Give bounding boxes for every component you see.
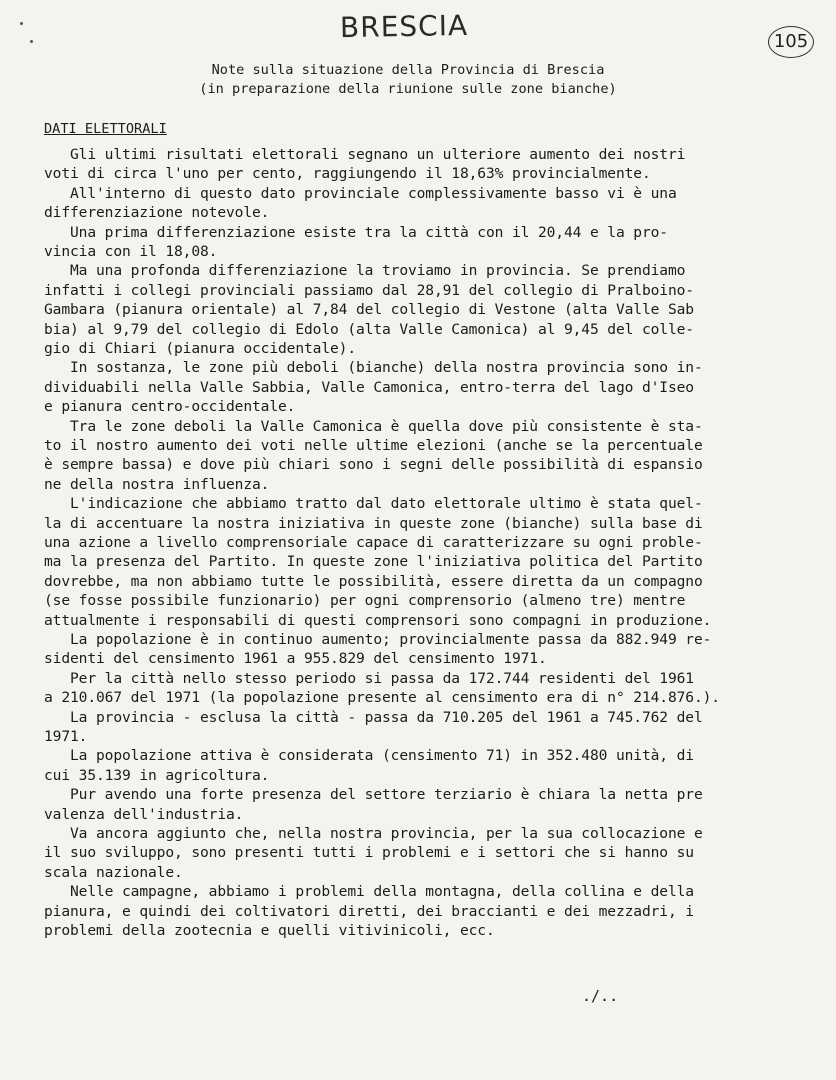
text-line: Ma una profonda differenziazione la troviamo in provincia. Se prendiamo [44, 262, 686, 280]
text-line: Gli ultimi risultati elettorali segnano un ulteriore aumento dei nostri [44, 146, 686, 163]
text-line: sidenti del censimento 1961 a 955.829 del censimento 1971. [44, 650, 547, 668]
text-line: Gambara (pianura orientale) al 7,84 del collegio di Vestone (alta Valle Sab [44, 301, 694, 319]
heading-line-1: Note sulla situazione della Provincia di Brescia [211, 62, 605, 78]
text-line: gio di Chiari (pianura occidentale). [44, 340, 356, 357]
text-line: 1971. [44, 728, 88, 745]
text-line: attualmente i responsabili di questi comprensori sono compagni in produzione. [44, 611, 712, 629]
text-line: La popolazione è in continuo aumento; provincialmente passa da 882.949 re- [44, 631, 712, 648]
text-line: Nelle campagne, abbiamo i problemi della montagna, della collina e della [44, 883, 694, 901]
text-line: Pur avendo una forte presenza del settore terziario è chiara la netta pre [44, 786, 703, 804]
text-line: voti di circa l'uno per cento, raggiungendo il 18,63% provincialmente. [44, 165, 651, 183]
text-line: cui 35.139 in agricoltura. [44, 766, 270, 784]
text-line: a 210.067 del 1971 (la popolazione presente al censimento era di n° 214.876.). [44, 689, 720, 707]
text-line: dividuabili nella Valle Sabbia, Valle Camonica, entro-terra del lago d'Iseo [44, 378, 694, 396]
text-line: problemi della zootecnia e quelli vitivinicoli, ecc. [44, 922, 495, 939]
heading-line-2: (in preparazione della riunione sulle zone bianche) [199, 81, 617, 97]
text-line: il suo sviluppo, sono presenti tutti i problemi e i settori che si hanno su [44, 844, 694, 862]
handwritten-title: BRESCIA [339, 8, 469, 45]
text-line: pianura, e quindi dei coltivatori diretti, dei braccianti e dei mezzadri, i [44, 902, 694, 920]
text-line: ma la presenza del Partito. In queste zone l'iniziativa politica del Partito [44, 553, 703, 571]
text-line: Va ancora aggiunto che, nella nostra provincia, per la sua collocazione e [44, 825, 703, 842]
text-line: la di accentuare la nostra iniziativa in queste zone (bianche) sulla base di [44, 514, 703, 532]
text-line: La popolazione attiva è considerata (censimento 71) in 352.480 unità, di [44, 747, 694, 765]
text-line: dovrebbe, ma non abbiamo tutte le possibilità, essere diretta da un compagno [44, 572, 703, 590]
text-line: e pianura centro-occidentale. [44, 398, 296, 416]
section-title: DATI ELETTORALI [44, 121, 167, 137]
text-line: scala nazionale. [44, 863, 183, 881]
scan-speck [20, 22, 23, 25]
text-line: In sostanza, le zone più deboli (bianche) della nostra provincia sono in- [44, 359, 703, 377]
text-line: to il nostro aumento dei voti nelle ultime elezioni (anche se la percentuale [44, 437, 703, 454]
continuation-mark: ./.. [582, 987, 619, 1005]
text-line: una azione a livello comprensoriale capace di caratterizzare su ogni proble- [44, 534, 703, 551]
text-line: Tra le zone deboli la Valle Camonica è quella dove più consistente è sta- [44, 417, 703, 435]
text-line: bia) al 9,79 del collegio di Edolo (alta Valle Camonica) al 9,45 del colle- [44, 320, 694, 338]
page-number-circled: 105 [768, 26, 814, 58]
text-line: ne della nostra influenza. [44, 475, 270, 493]
text-line: Una prima differenziazione esiste tra la città con il 20,44 e la pro- [44, 223, 668, 241]
text-line: L'indicazione che abbiamo tratto dal dato elettorale ultimo è stata quel- [44, 495, 703, 513]
text-line: All'interno di questo dato provinciale complessivamente basso vi è una [44, 184, 677, 202]
text-line: valenza dell'industria. [44, 805, 244, 823]
text-line: differenziazione notevole. [44, 204, 270, 222]
text-line: infatti i collegi provinciali passiamo dal 28,91 del collegio di Pralboino- [44, 281, 694, 299]
text-line: è sempre bassa) e dove più chiari sono i segni delle possibilità di espansio [44, 456, 703, 474]
text-line: (se fosse possibile funzionario) per ogni comprensorio (almeno tre) mentre [44, 592, 686, 610]
text-line: vincia con il 18,08. [44, 243, 218, 260]
scan-speck [30, 40, 33, 43]
text-line: La provincia - esclusa la città - passa da 710.205 del 1961 a 745.762 del [44, 708, 703, 726]
text-line: Per la città nello stesso periodo si passa da 172.744 residenti del 1961 [44, 669, 694, 687]
